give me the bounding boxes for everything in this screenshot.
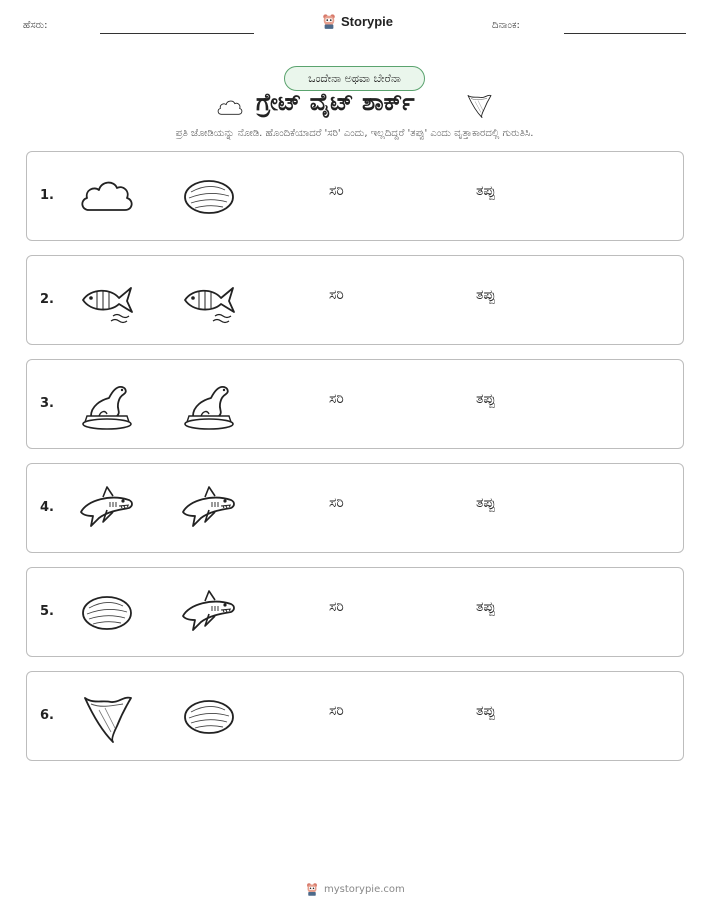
question-number: 3. <box>40 396 54 411</box>
storypie-logo-icon <box>322 13 336 29</box>
question-number: 2. <box>40 292 54 307</box>
question-row <box>26 671 684 761</box>
fish-icon <box>77 274 137 328</box>
question-number: 6. <box>40 708 54 723</box>
option-correct[interactable]: ಸರಿ <box>329 287 344 303</box>
shark-icon <box>77 482 137 536</box>
option-wrong[interactable]: ತಪ್ಪು <box>476 391 496 407</box>
footer <box>306 882 405 896</box>
option-correct[interactable]: ಸರಿ <box>329 599 344 615</box>
cloud-icon <box>77 170 137 224</box>
question-row <box>26 463 684 553</box>
question-number: 5. <box>40 604 54 619</box>
worksheet-type-tag: ಒಂದೇನಾ ಅಥವಾ ಬೇರೆನಾ <box>284 66 425 91</box>
title-row <box>0 86 709 126</box>
question-number: 4. <box>40 500 54 515</box>
option-wrong[interactable]: ತಪ್ಪು <box>476 495 496 511</box>
option-correct[interactable]: ಸರಿ <box>329 183 344 199</box>
egg-case-icon <box>179 170 239 224</box>
shark-icon <box>179 482 239 536</box>
page-title: ಗ್ರೇಟ್ ವೈಟ್ ಶಾರ್ಕ್ <box>256 88 415 116</box>
footer-url[interactable]: mystorypie.com <box>324 883 405 895</box>
shark-icon <box>179 586 239 640</box>
date-label: ದಿನಾಂಕ: <box>492 20 520 31</box>
tooth-icon <box>77 690 137 744</box>
seal-icon <box>179 378 239 432</box>
instructions: ಪ್ರತಿ ಜೋಡಿಯನ್ನು ನೋಡಿ. ಹೊಂದಿಕೆಯಾದರೆ 'ಸರಿ' ಎಂದು, ಇಲ್ಲದಿದ್ದರೆ 'ತಪ್ಪು' ಎಂದು ವೃತ್ತಾಕಾರದಲ್ಲಿ ಗುರುತಿಸಿ. <box>175 128 534 139</box>
tooth-icon <box>464 90 494 120</box>
question-row <box>26 255 684 345</box>
option-correct[interactable]: ಸರಿ <box>329 391 344 407</box>
question-number: 1. <box>40 188 54 203</box>
option-correct[interactable]: ಸರಿ <box>329 703 344 719</box>
fish-icon <box>179 274 239 328</box>
seal-icon <box>77 378 137 432</box>
name-label: ಹೆಸರು: <box>23 20 48 31</box>
cloud-icon <box>215 95 245 121</box>
brand <box>322 13 393 29</box>
brand-name: Storypie <box>341 13 394 29</box>
storypie-logo-icon <box>306 882 318 896</box>
date-write-line[interactable] <box>564 33 686 34</box>
question-row <box>26 567 684 657</box>
egg-case-icon <box>179 690 239 744</box>
option-wrong[interactable]: ತಪ್ಪು <box>476 703 496 719</box>
option-correct[interactable]: ಸರಿ <box>329 495 344 511</box>
option-wrong[interactable]: ತಪ್ಪು <box>476 287 496 303</box>
name-write-line[interactable] <box>100 33 254 34</box>
egg-case-icon <box>77 586 137 640</box>
option-wrong[interactable]: ತಪ್ಪು <box>476 183 496 199</box>
question-row <box>26 151 684 241</box>
question-row <box>26 359 684 449</box>
option-wrong[interactable]: ತಪ್ಪು <box>476 599 496 615</box>
